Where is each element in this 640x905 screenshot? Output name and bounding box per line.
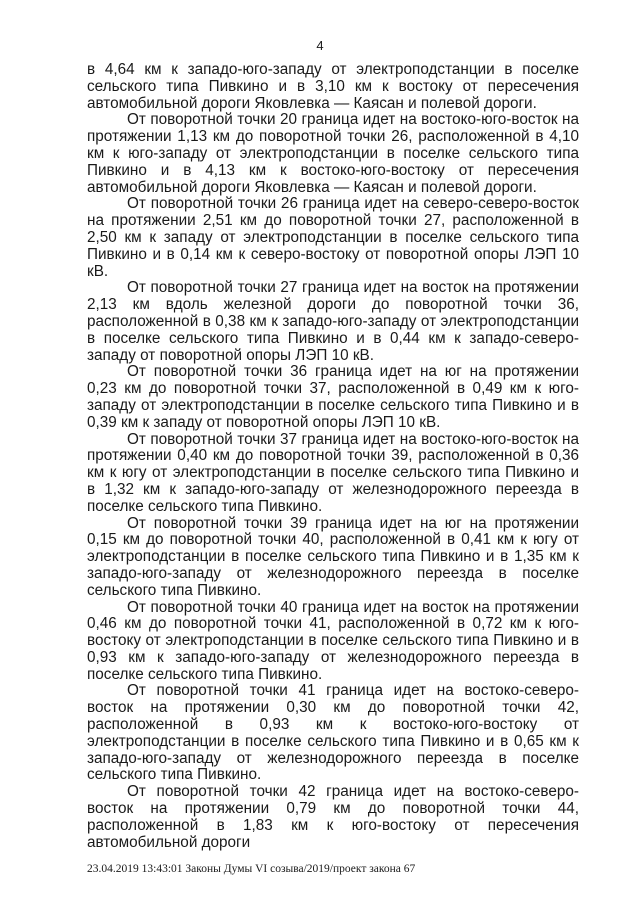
page-number: 4	[316, 38, 324, 53]
paragraph-continuation: в 4,64 км к западо-юго-западу от электроподстанции в поселке сельского типа Пивкино и в 3,10 км к востоку от пересечения автомобильной дороги Яковлевка — Каясан и полевой дороги.	[87, 61, 579, 112]
paragraph: От поворотной точки 39 граница идет на юг на протяжении 0,15 км до поворотной точки 40, расположенной в 0,41 км к югу от электроподстанции в поселке сельского типа Пивкино и в 1,35 км к западо-юго-западу от железнодорожного переезда в поселке сельского типа Пивкино.	[87, 514, 579, 599]
document-footer: 23.04.2019 13:43:01 Законы Думы VI созыва/2019/проект закона 67	[87, 863, 416, 875]
paragraph: От поворотной точки 26 граница идет на северо-северо-восток на протяжении 2,51 км до поворотной точки 27, расположенной в 2,50 км к западу от электроподстанции в поселке сельского типа Пивкино и в 0,14 км к северо-востоку от поворотной опоры ЛЭП 10 кВ.	[87, 195, 579, 280]
paragraph: От поворотной точки 36 граница идет на юг на протяжении 0,23 км до поворотной точки 37, расположенной в 0,49 км к юго-западу от электроподстанции в поселке сельского типа Пивкино и в 0,39 км к западу от поворотной опоры ЛЭП 10 кВ.	[87, 363, 579, 431]
paragraph: От поворотной точки 20 граница идет на востоко-юго-восток на протяжении 1,13 км до поворотной точки 26, расположенной в 4,10 км к юго-западу от электроподстанции в поселке сельского типа Пивкино и в 4,13 км к востоко-юго-востоку от пересечения автомобильной дороги Яковлевка — Каясан и полевой дороги.	[87, 111, 579, 196]
paragraph: От поворотной точки 27 граница идет на восток на протяжении 2,13 км вдоль железной дороги до поворотной точки 36, расположенной в 0,38 км к западо-юго-западу от электроподстанции в поселке сельского типа Пивкино и в 0,44 км к западо-северо-западу от поворотной опоры ЛЭП 10 кВ.	[87, 279, 579, 364]
paragraph: От поворотной точки 41 граница идет на востоко-северо-восток на протяжении 0,30 км до поворотной точки 42, расположенной в 0,93 км к востоко-юго-востоку от электроподстанции в поселке сельского типа Пивкино и в 0,65 км к западо-юго-западу от железнодорожного переезда в поселке сельского типа Пивкино.	[87, 682, 579, 784]
paragraph: От поворотной точки 40 граница идет на восток на протяжении 0,46 км до поворотной точки 41, расположенной в 0,72 км к юго-востоку от электроподстанции в поселке сельского типа Пивкино и в 0,93 км к западо-юго-западу от железнодорожного переезда в поселке сельского типа Пивкино.	[87, 598, 579, 683]
document-body	[87, 62, 579, 851]
paragraph: От поворотной точки 37 граница идет на востоко-юго-восток на протяжении 0,40 км до поворотной точки 39, расположенной в 0,36 км к югу от электроподстанции в поселке сельского типа Пивкино и в 1,32 км к западо-юго-западу от железнодорожного переезда в поселке сельского типа Пивкино.	[87, 430, 579, 515]
paragraph: От поворотной точки 42 граница идет на востоко-северо-восток на протяжении 0,79 км до поворотной точки 44, расположенной в 1,83 км к юго-востоку от пересечения автомобильной дороги	[87, 783, 579, 851]
